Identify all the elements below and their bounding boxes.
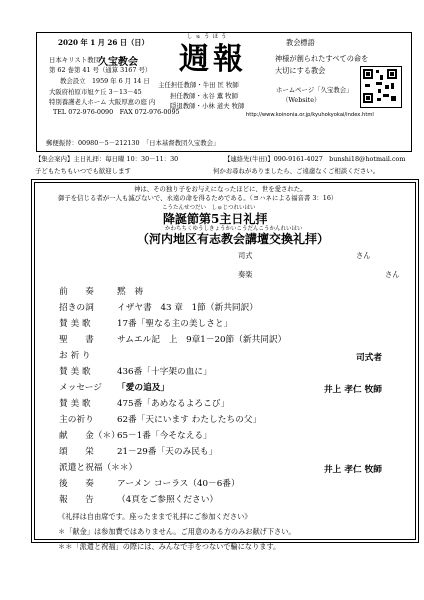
program-item-label: 賛 美 歌 xyxy=(59,399,91,409)
service-schedule: 【集会案内】主日礼拝：毎日曜 10：30－11：30 xyxy=(35,155,179,163)
note-offering: ＊「献金」は参加費ではありません。ご用意のある方のみお献げ下さい。 xyxy=(58,527,296,536)
phone-fax: TEL 072-976-0090 FAX 072-976-0095 xyxy=(53,108,180,116)
program-item-leader: 司式者 xyxy=(355,353,382,363)
program-item-label: 頌 栄 xyxy=(59,447,94,457)
program-item-text: 黙 祷 xyxy=(117,287,144,297)
address-line-1: 大阪府柏原市旭ケ丘 3－13－45 xyxy=(49,88,142,96)
program-item-label: メッセージ xyxy=(59,383,102,393)
scripture-line-1: 神は、その独り子をお与えになったほどに、世を愛された。 xyxy=(134,185,307,193)
program-item-label: 聖 書 xyxy=(59,335,94,345)
issue-number: 第 62 巻第 41 号（通算 3167 号） xyxy=(49,66,152,74)
organist-suffix: さん xyxy=(385,270,400,279)
program-row xyxy=(59,431,212,442)
scripture-line-2: 御子を信じる者が一人も滅びないで、永遠の命を得るためである。（ヨハネによる福音書 3：16） xyxy=(58,194,338,202)
program-item-text: 475番「あめなるよろこび」 xyxy=(117,399,230,409)
pastor-1: 主任担任教師・牛田 匡 牧師 xyxy=(158,81,239,89)
note-blessing: ＊＊「派遣と祝福」の際には、みんなで手をつないで輪になります。 xyxy=(58,542,281,551)
service-subtitle-ruby: かわちちくゆうしきょうかいこうだんこうかんれいはい xyxy=(165,226,303,232)
service-title: 降誕節第5主日礼拝 xyxy=(163,212,268,226)
program-row xyxy=(59,415,261,426)
program-item-text: アーメン コーラス（40－6番） xyxy=(117,479,240,489)
contact-note: 何かお尋ねがありましたら、ご遠慮なくご相談ください。 xyxy=(213,167,380,175)
organist-label: 奏楽 xyxy=(238,270,253,279)
org-name: 日本キリスト教団 xyxy=(49,56,100,64)
founded-date: 教会設立 1959 年 6 月 14 日 xyxy=(60,77,150,85)
program-item-text: 65－1番「今そなえる」 xyxy=(117,431,212,441)
program-row xyxy=(59,495,218,506)
program-row xyxy=(59,447,217,458)
program-item-label: 献 金（＊） xyxy=(59,431,120,441)
program-row xyxy=(59,303,258,314)
note-seating: 《礼拝は自由席です。座ったままで礼拝にご参加ください》 xyxy=(58,512,252,521)
program-item-label: 賛 美 歌 xyxy=(59,367,91,377)
program-row xyxy=(59,367,212,378)
program-row xyxy=(59,287,143,298)
program-item-leader: 井上 孝仁 牧師 xyxy=(323,465,382,475)
program-item-label: 賛 美 歌 xyxy=(59,319,91,329)
program-item-label: 後 奏 xyxy=(59,479,94,489)
homepage-sub: （Website） xyxy=(282,96,321,104)
program-row xyxy=(59,319,232,330)
postal-transfer: 郵便振替：00980－5－212130 「日本基督教団久宝教会」 xyxy=(46,139,220,147)
pastor-3: 隠退教師・小林 道夫 牧師 xyxy=(170,102,245,110)
motto-heading: 教会標語 xyxy=(286,38,315,47)
program-item-label: 主の祈り xyxy=(59,415,94,425)
service-title-ruby: こうたんせつだい しゅじつれいはい xyxy=(162,205,256,211)
motto-line-1: 神様が創られたすべての命を xyxy=(275,54,369,63)
program-item-text: 436番「十字架の血に」 xyxy=(117,367,212,377)
program-row xyxy=(59,479,240,490)
program-row xyxy=(59,351,117,362)
program-item-leader: 井上 孝仁 牧師 xyxy=(323,385,382,395)
program-item-text: 17番「聖なる主の美しさと」 xyxy=(117,319,233,329)
bulletin-title: 週報 xyxy=(179,42,247,77)
program-row xyxy=(59,335,286,346)
contact-info: 【連絡先(牛田)】090-9161-4027 bunshi18@hotmail.com xyxy=(224,155,406,163)
program-item-label: 招きの詞 xyxy=(59,303,94,313)
title-ruby: しゅうほう xyxy=(187,34,230,40)
service-subtitle: （河内地区有志教会講壇交換礼拝） xyxy=(137,232,330,246)
bulletin-date: 2020 年 1 月 26 日（日） xyxy=(58,38,149,47)
program-item-text: イザヤ書 43 章 1節（新共同訳） xyxy=(117,303,258,313)
program-item-text: サムエル記 上 9章1－20節（新共同訳） xyxy=(117,335,287,345)
program-item-text: 「愛の追及」 xyxy=(117,383,170,393)
program-item-label: 報 告 xyxy=(59,495,94,505)
qr-code xyxy=(360,66,402,108)
program-item-label: 前 奏 xyxy=(59,287,94,297)
program-item-text: 21－29番「天のみ民も」 xyxy=(117,447,218,457)
homepage-label: ホームページ「久宝教会」 xyxy=(276,86,353,94)
program-row xyxy=(59,399,229,410)
pastor-2: 担任教師・永谷 薫 牧師 xyxy=(170,92,238,100)
presider-suffix: さん xyxy=(356,251,371,260)
program-item-label: 派遣と祝福（＊＊） xyxy=(59,463,138,473)
motto-line-2: 大切にする教会 xyxy=(275,66,326,75)
program-item-text: （4頁をご参照ください） xyxy=(117,495,219,505)
program-item-text: 62番「天にいます わたしたちの父」 xyxy=(117,415,262,425)
children-note: 子どもたちもいつでも歓迎します xyxy=(35,167,131,175)
presider-label: 司式 xyxy=(238,251,253,260)
program-row xyxy=(59,383,169,394)
homepage-url[interactable]: http://www.koinonia.or.jp/kyuhokyokai/index.html xyxy=(246,112,374,118)
program-item-label: お 祈 り xyxy=(59,351,91,361)
address-line-2: 特別養護老人ホーム 大阪厚恵の庭 内 xyxy=(49,98,156,106)
program-row xyxy=(59,463,138,474)
church-name: 久宝教会 xyxy=(98,57,138,68)
